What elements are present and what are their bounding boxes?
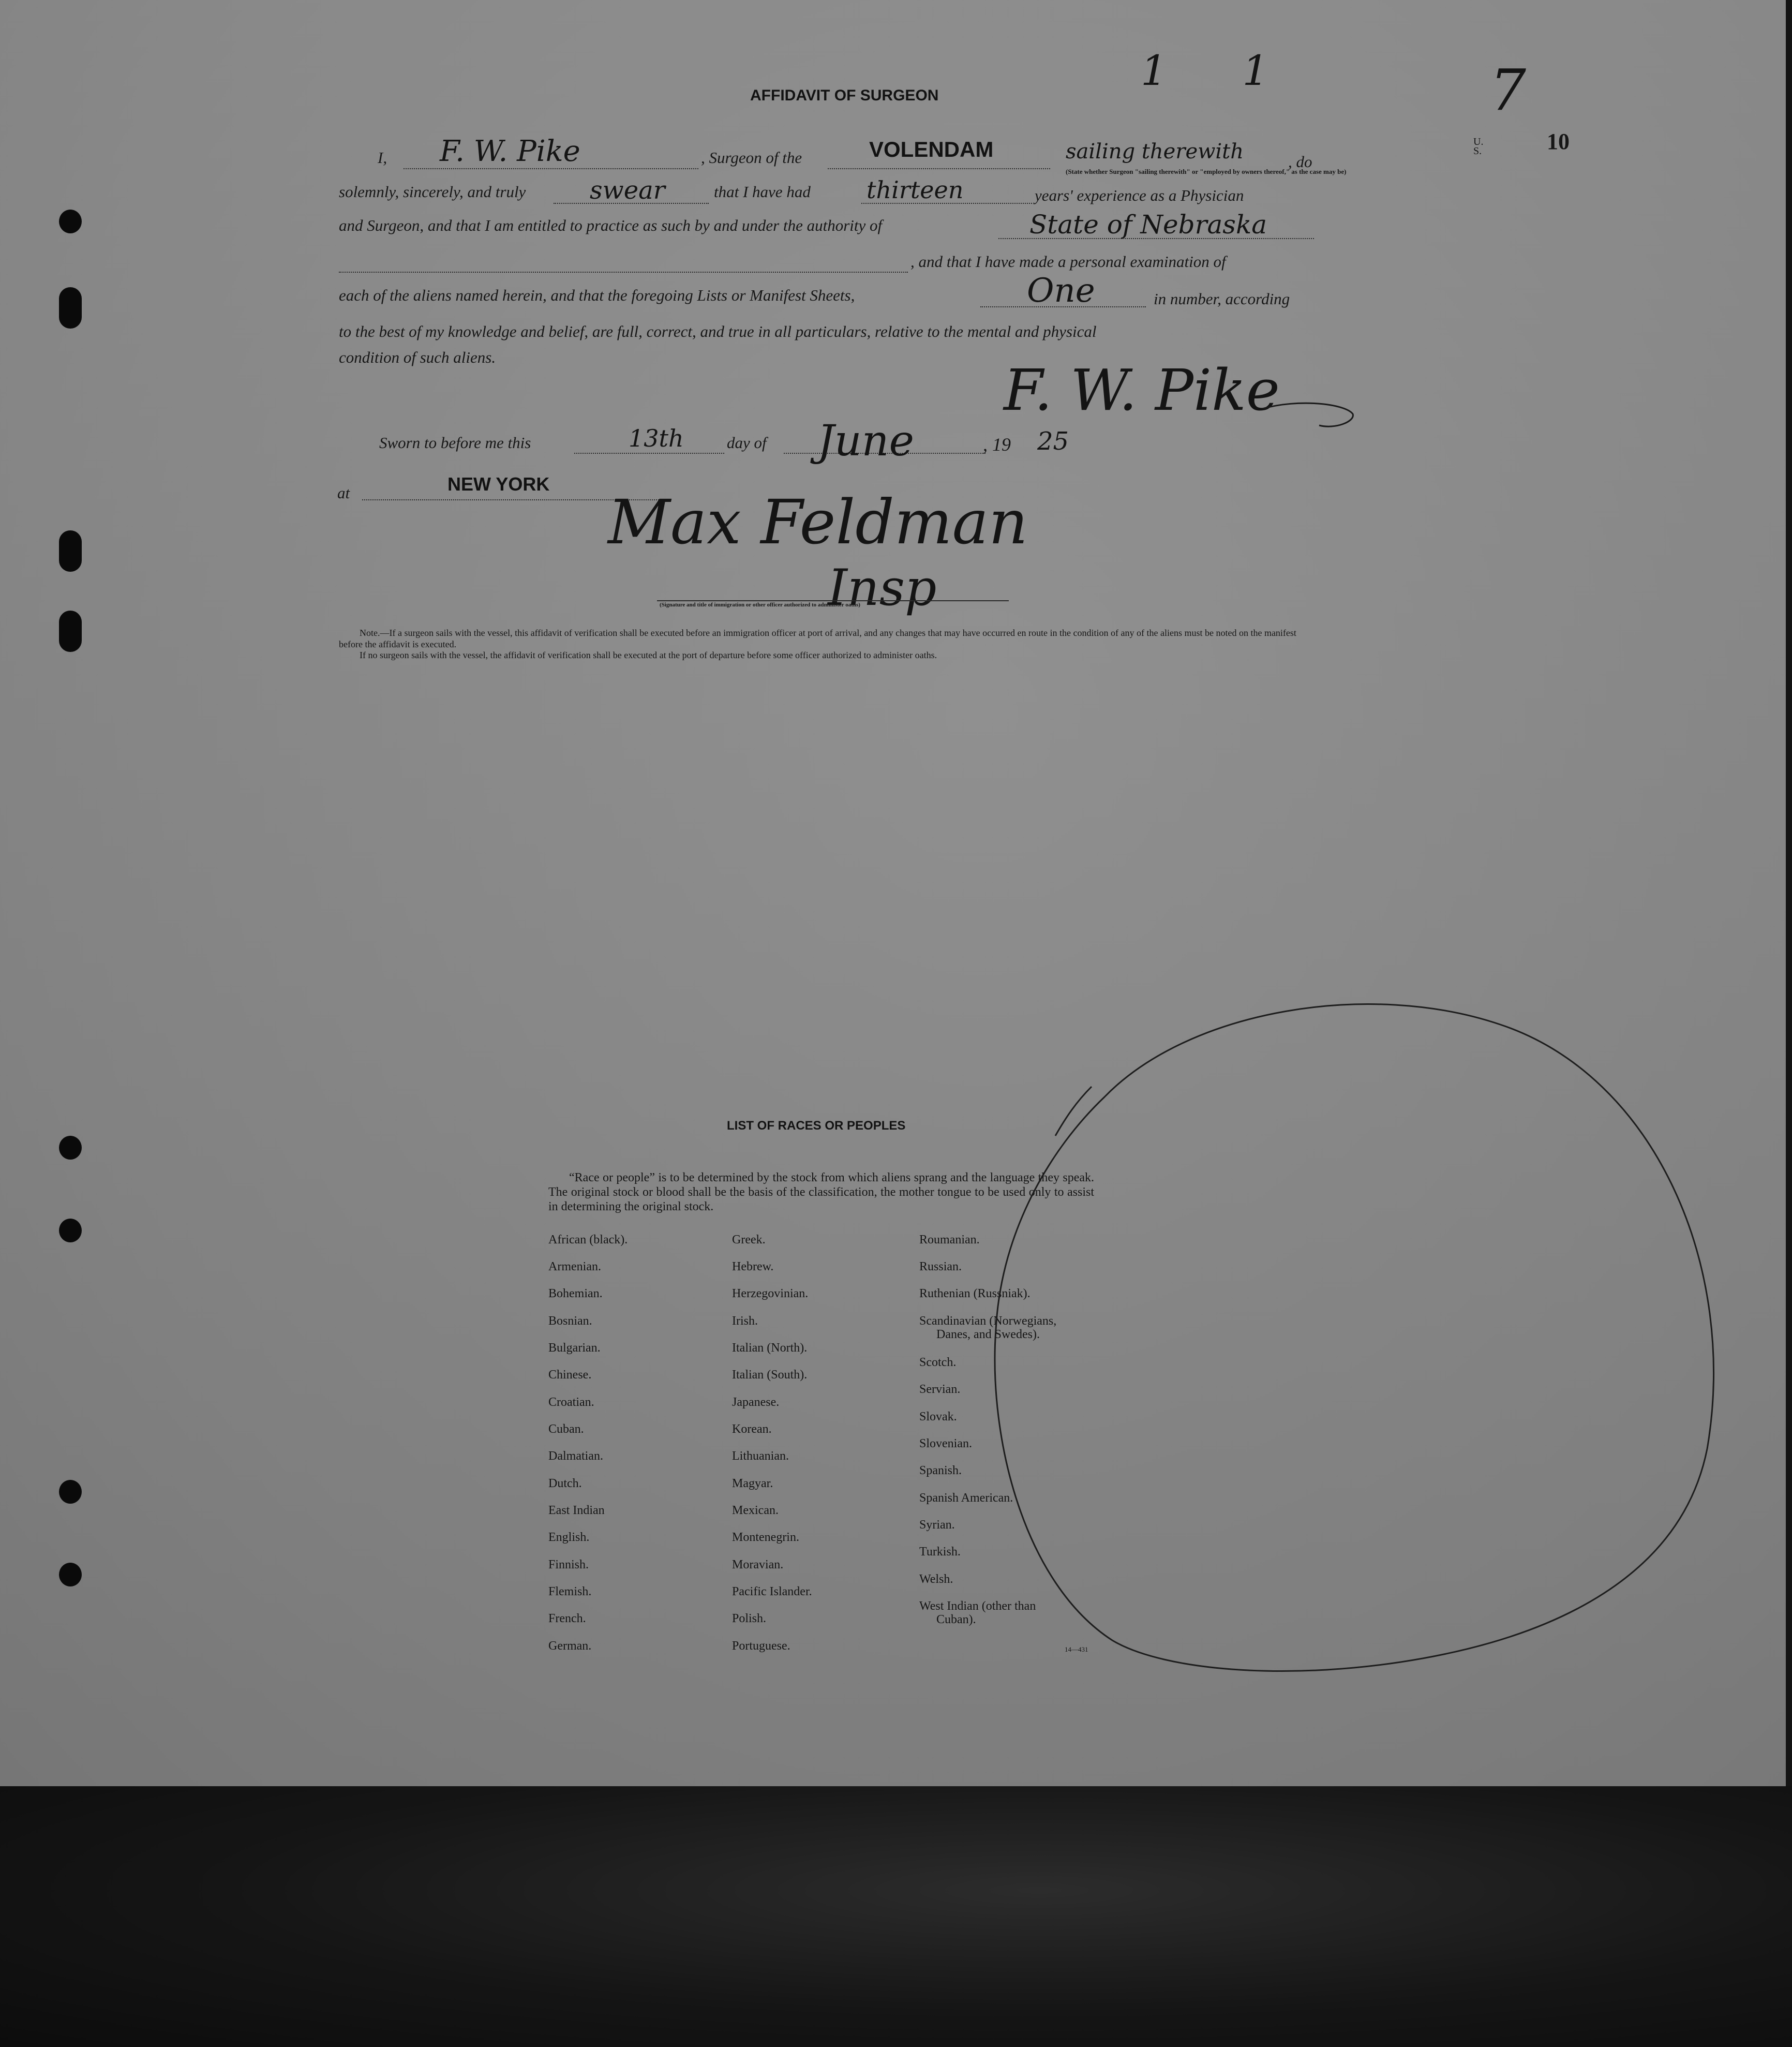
races-intro: “Race or people” is to be determined by the stock from which aliens sprang and the language they speak. The original stock or blood shall be the basis of the classification, the mother tongue to be used only to assist in determining the original stock. <box>548 1171 1094 1213</box>
race-item: Ruthenian (Russniak). <box>919 1287 1031 1300</box>
race-item: English. <box>548 1531 590 1544</box>
race-item: Scotch. <box>919 1356 957 1369</box>
officer-title: Insp <box>828 559 937 617</box>
race-item: Lithuanian. <box>732 1449 789 1463</box>
affidavit-text: that I have had <box>714 183 811 201</box>
affidavit-text: to the best of my knowledge and belief, are full, correct, and true in all particulars, relative to the mental and physical <box>339 322 1097 340</box>
race-item: French. <box>548 1612 586 1625</box>
race-item: Portuguese. <box>732 1639 790 1653</box>
race-item: Dutch. <box>548 1477 582 1490</box>
side-initials: U.S. <box>1473 136 1484 157</box>
race-item: Cuban. <box>548 1422 584 1436</box>
race-item: Korean. <box>732 1422 772 1436</box>
race-item: Irish. <box>732 1314 758 1328</box>
races-title: LIST OF RACES OR PEOPLES <box>727 1119 906 1133</box>
race-item: Syrian. <box>919 1518 955 1532</box>
affidavit-text: condition of such aliens. <box>339 348 496 366</box>
affidavit-text: I, <box>378 149 387 167</box>
sworn-month: June <box>817 417 915 466</box>
top-numerals: 1 1 <box>1141 47 1300 95</box>
race-item: Servian. <box>919 1383 961 1396</box>
race-item: Welsh. <box>919 1573 953 1586</box>
signature-caption: (Signature and title of immigration or other officer authorized to administer oaths) <box>660 602 860 608</box>
race-item: African (black). <box>548 1233 628 1247</box>
race-item: Herzegovinian. <box>732 1287 809 1300</box>
affidavit-title: AFFIDAVIT OF SURGEON <box>750 87 939 104</box>
affidavit-text: each of the aliens named herein, and that the foregoing Lists or Manifest Sheets, <box>339 286 855 304</box>
affidavit-text: , and that I have made a personal examination of <box>910 253 1226 271</box>
race-item: Mexican. <box>732 1504 779 1517</box>
race-item: Italian (North). <box>732 1341 808 1355</box>
race-item: Montenegrin. <box>732 1531 799 1544</box>
surgeon-signature: F. W. Pike <box>1004 357 1280 423</box>
corner-mark: 7 <box>1490 57 1526 123</box>
race-item: Croatian. <box>548 1396 594 1409</box>
race-item: Bohemian. <box>548 1287 603 1300</box>
race-item: Roumanian. <box>919 1233 980 1247</box>
race-item: Spanish American. <box>919 1491 1013 1505</box>
sailing-status: sailing therewith <box>1066 140 1244 164</box>
race-item: Cuban). <box>936 1613 976 1626</box>
officer-signature: Max Feldman <box>608 486 1028 558</box>
affidavit-text: in number, according <box>1154 290 1290 308</box>
affidavit-text: solemnly, sincerely, and truly <box>339 183 526 201</box>
race-item: Slovak. <box>919 1410 957 1423</box>
at-label: at <box>337 484 350 502</box>
race-item: Moravian. <box>732 1558 784 1571</box>
licensing-authority: State of Nebraska <box>1029 210 1267 240</box>
race-item: West Indian (other than <box>919 1599 1036 1613</box>
race-item: Magyar. <box>732 1477 773 1490</box>
race-item: Scandinavian (Norwegians, <box>919 1314 1057 1328</box>
affidavit-text: and Surgeon, and that I am entitled to practice as such by and under the authority of <box>339 216 883 234</box>
vessel-name: VOLENDAM <box>869 137 994 161</box>
surgeon-name: F. W. Pike <box>440 135 580 168</box>
race-item: Russian. <box>919 1260 962 1273</box>
race-item: Slovenian. <box>919 1437 972 1450</box>
oath-word: swear <box>590 176 665 205</box>
race-item: Japanese. <box>732 1396 780 1409</box>
race-item: Dalmatian. <box>548 1449 603 1463</box>
race-item: Italian (South). <box>732 1368 808 1382</box>
sworn-year: 25 <box>1037 427 1069 456</box>
affidavit-text: , do <box>1288 153 1312 171</box>
note-departure: If no surgeon sails with the vessel, the affidavit of verification shall be executed at the port of departure before some officer authorized to administer oaths. <box>360 650 937 660</box>
race-item: Finnish. <box>548 1558 589 1571</box>
race-item: Polish. <box>732 1612 767 1625</box>
sworn-text: Sworn to before me this <box>379 434 531 452</box>
years-experience: thirteen <box>867 176 964 204</box>
affidavit-text: years' experience as a Physician <box>1035 186 1244 204</box>
affidavit-text: , Surgeon of the <box>701 149 802 167</box>
race-item: Hebrew. <box>732 1260 774 1273</box>
page-number: 10 <box>1547 129 1570 154</box>
race-item: Turkish. <box>919 1545 961 1559</box>
sworn-place: NEW YORK <box>447 473 550 495</box>
note-arrival: Note.—If a surgeon sails with the vessel, this affidavit of verification shall be executed before an immigration officer at port of arrival, and any changes that may have occurred en route in the condition of any of the aliens must be noted on the manifest before the affidavit is executed. <box>339 628 1296 649</box>
race-item: Danes, and Swedes). <box>936 1328 1040 1341</box>
race-item: Greek. <box>732 1233 766 1247</box>
race-item: Flemish. <box>548 1585 592 1598</box>
year-prefix: , 19 <box>983 434 1011 455</box>
race-item: Chinese. <box>548 1368 592 1382</box>
sheet-count: One <box>1027 272 1095 310</box>
race-item: Armenian. <box>548 1260 601 1273</box>
state-note: (State whether Surgeon "sailing therewith" or "employed by owners thereof," as the case may be) <box>1066 168 1347 175</box>
race-item: German. <box>548 1639 592 1653</box>
race-item: Pacific Islander. <box>732 1585 812 1598</box>
form-number: 14—431 <box>1065 1645 1088 1653</box>
race-item: Bulgarian. <box>548 1341 601 1355</box>
race-item: Spanish. <box>919 1464 962 1477</box>
race-item: Bosnian. <box>548 1314 592 1328</box>
scan-background <box>0 1786 1792 2047</box>
sworn-text: day of <box>727 434 767 452</box>
sworn-day: 13th <box>629 424 684 452</box>
race-item: East Indian <box>548 1504 605 1517</box>
